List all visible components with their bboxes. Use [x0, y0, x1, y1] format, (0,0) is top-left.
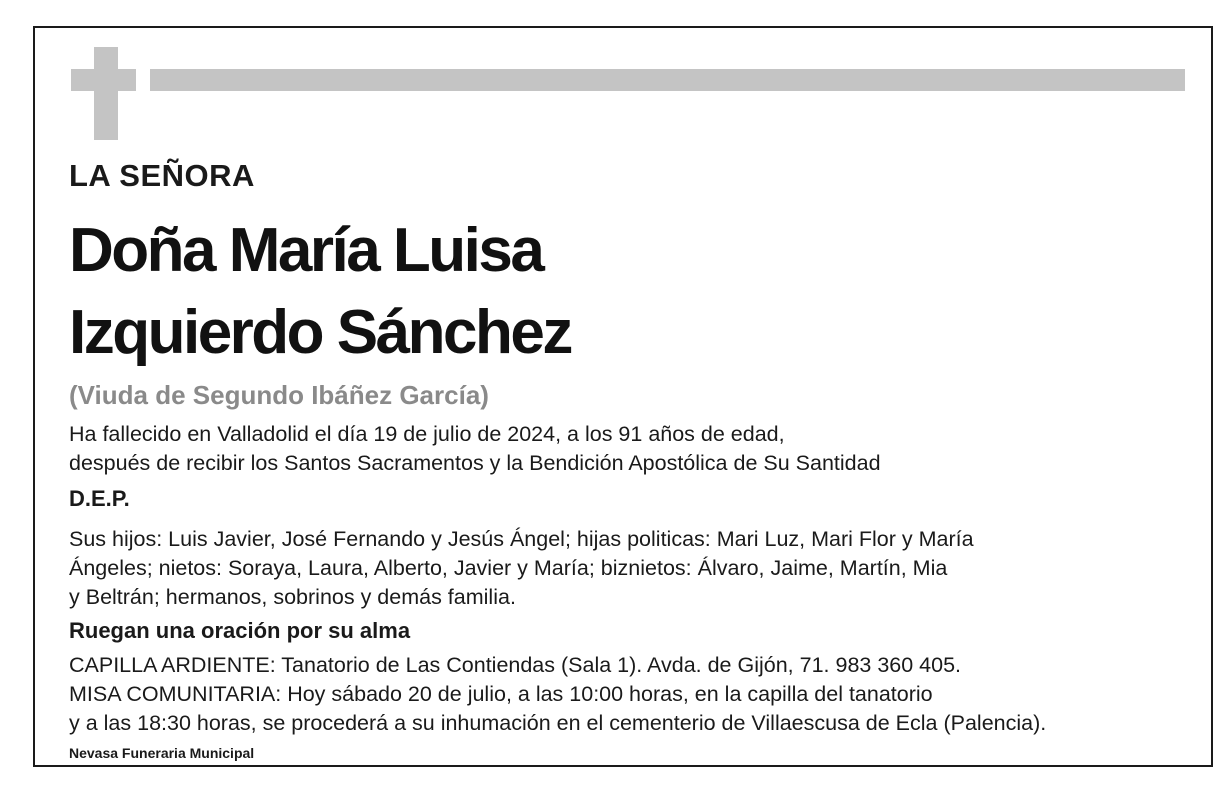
title-label: LA SEÑORA [69, 158, 255, 193]
family-paragraph [69, 525, 974, 612]
widow-note: (Viuda de Segundo Ibáñez García) [69, 380, 489, 410]
announcement-paragraph [69, 420, 881, 478]
prayer-request: Ruegan una oración por su alma [69, 618, 411, 643]
cross-icon-arm [71, 69, 136, 91]
dep-label: D.E.P. [69, 486, 130, 511]
services-line: MISA COMUNITARIA: Hoy sábado 20 de julio, a las 10:00 horas, en la capilla del tanatorio [69, 682, 933, 706]
family-line: y Beltrán; hermanos, sobrinos y demás familia. [69, 585, 516, 609]
services-line: y a las 18:30 horas, se procederá a su inhumación en el cementerio de Villaescusa de Ecla (Palencia). [69, 711, 1047, 735]
announcement-line: después de recibir los Santos Sacramentos y la Bendición Apostólica de Su Santidad [69, 451, 881, 475]
family-line: Sus hijos: Luis Javier, José Fernando y Jesús Ángel; hijas politicas: Mari Luz, Mari Flor y María [69, 527, 974, 551]
services-paragraph [69, 651, 1046, 738]
deceased-name-line1: Doña María Luisa [69, 216, 543, 285]
header-rule [150, 69, 1185, 91]
funeral-home-credit: Nevasa Funeraria Municipal [69, 745, 255, 761]
cross-icon [94, 47, 118, 140]
services-line: CAPILLA ARDIENTE: Tanatorio de Las Contiendas (Sala 1). Avda. de Gijón, 71. 983 360 405. [69, 653, 962, 677]
announcement-line: Ha fallecido en Valladolid el día 19 de julio de 2024, a los 91 años de edad, [69, 422, 785, 446]
deceased-name-line2: Izquierdo Sánchez [69, 298, 571, 367]
family-line: Ángeles; nietos: Soraya, Laura, Alberto, Javier y María; biznietos: Álvaro, Jaime, Martín, Mia [69, 556, 948, 580]
